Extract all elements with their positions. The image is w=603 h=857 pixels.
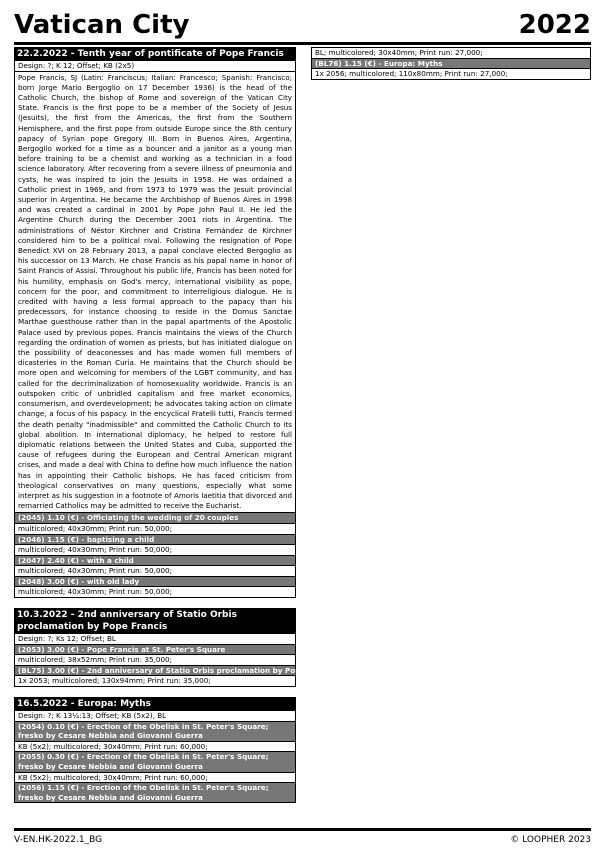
left-column bbox=[14, 47, 337, 803]
stamp-name: (2055) 0.30 (€) - Erection of the Obelisk in St. Peter's Square; fresko by Cesare Nebbia and Giovanni Guerra bbox=[14, 752, 296, 772]
footer-copyright: © LOOPHER 2023 bbox=[510, 835, 591, 845]
stamp-name: (2046) 1.15 (€) - baptising a child bbox=[14, 535, 296, 546]
stamp-detail: multicolored; 40x30mm; Print run: 50,000; bbox=[14, 545, 296, 556]
right-column bbox=[311, 47, 591, 80]
block-detail: 1x 2053; multicolored; 130x94mm; Print run: 35,000; bbox=[14, 676, 296, 687]
stamp-detail: KB (5x2); multicolored; 30x40mm; Print run: 60,000; bbox=[14, 773, 296, 784]
design-row: Design: ?; K 12; Offset; KB (2x5) bbox=[14, 61, 296, 72]
block-detail: 1x 2056; multicolored; 110x80mm; Print run: 27,000; bbox=[311, 69, 591, 80]
stamp-name: (2054) 0.10 (€) - Erection of the Obelisk in St. Peter's Square; fresko by Cesare Nebbia and Giovanni Guerra bbox=[14, 722, 296, 742]
design-row: Design: ?; K 13¼:13; Offset; KB (5x2), BL bbox=[14, 711, 296, 722]
block-name: (BL75) 3.00 (€) - 2nd anniversary of Statio Orbis proclamation by Pope Francis bbox=[14, 666, 296, 677]
country-title: Vatican City bbox=[14, 10, 190, 40]
stamp-detail: multicolored; 40x30mm; Print run: 50,000; bbox=[14, 524, 296, 535]
stamp-detail: BL; multicolored; 30x40mm; Print run: 27,000; bbox=[311, 47, 591, 59]
stamp-name: (2056) 1.15 (€) - Erection of the Obelisk in St. Peter's Square; fresko by Cesare Nebbia and Giovanni Guerra bbox=[14, 783, 296, 803]
design-row: Design: ?; Ks 12; Offset; BL bbox=[14, 634, 296, 645]
page-footer bbox=[14, 828, 591, 845]
stamp-detail: multicolored; 40x30mm; Print run: 50,000; bbox=[14, 587, 296, 598]
issue-title: 16.5.2022 - Europa: Myths bbox=[14, 697, 296, 711]
stamp-name: (2045) 1.10 (€) - Officiating the wedding of 20 couples bbox=[14, 513, 296, 524]
stamp-name: (2053) 3.00 (€) - Pope Francis at St. Peter's Square bbox=[14, 645, 296, 656]
biography-text: Pope Francis, SJ (Latin: Franciscus; Italian: Francesco; Spanish: Francisco; born Jorge Mario Bergoglio on 17 December 1936) is the head of the Catholic Church, the bishop of Rome and sovereign of the Vatican City State. Francis is the first pope to be a member of the Society of Jesus (Jesuits), the first from the Americas, the first from the Southern Hemisphere, and the first pope from outside Europe since the 8th century papacy of Syrian pope Gregory III. Born in Buenos Aires, Argentina, Bergoglio worked for a time as a bouncer and a janitor as a young man before training to be a chemist and working as a technician in a food science laboratory. After recovering from a severe illness of pneumonia and cysts, he was inspired to join the Jesuits in 1958. He was ordained a Catholic priest in 1969, and from 1973 to 1979 was the Jesuit provincial superior in Argentina. He became the Archbishop of Buenos Aires in 1998 and was created a cardinal in 2001 by Pope John Paul II. He led the Argentine Church during the December 2001 riots in Argentina. The administrations of Néstor Kirchner and Cristina Fernández de Kirchner considered him to be a political rival. Following the resignation of Pope Benedict XVI on 28 February 2013, a papal conclave elected Bergoglio as his successor on 13 March. He chose Francis as his papal name in honor of Saint Francis of Assisi. Throughout his public life, Francis has been noted for his humility, emphasis on God's mercy, international visibility as pope, concern for the poor, and commitment to interreligious dialogue. He is credited with having a less formal approach to the papacy than his predecessors, for instance choosing to reside in the Domus Sanctae Marthae guesthouse rather than in the papal apartments of the Apostolic Palace used by previous popes. Francis maintains the views of the Church regarding the ordination of women as priests, but has initiated dialogue on the possibility of deaconesses and has made women full members of dicasteries in the Roman Curia. He maintains that the Church should be more open and welcoming for members of the LGBT community, and has called for the decriminalization of homosexuality worldwide. Francis is an outspoken critic of unbridled capitalism and free market economics, consumerism, and overdevelopment; he advocates taking action on climate change, a focus of his papacy. In the encyclical Fratelli tutti, Francis termed the death penalty "inadmissible" and committed the Catholic Church to its global abolition. In international diplomacy, he helped to restore full diplomatic relations between the United States and Cuba, supported the cause of refugees during the European and Central American migrant crises, and made a deal with China to define how much influence the nation has in appointing their Catholic bishops. He has faced criticism from theological conservatives on many questions, especially what some interpret as his suggestion in a footnote of Amoris laetitia that divorced and remarried Catholics may be admitted to receive the Eucharist. bbox=[14, 72, 296, 514]
stamp-detail: KB (5x2); multicolored; 30x40mm; Print run: 60,000; bbox=[14, 742, 296, 753]
stamp-name: (2048) 3.00 (€) - with old lady bbox=[14, 577, 296, 588]
issue-title: 10.3.2022 - 2nd anniversary of Statio Orbis proclamation by Pope Francis bbox=[14, 608, 296, 634]
stamp-detail: multicolored; 40x30mm; Print run: 50,000; bbox=[14, 566, 296, 577]
block-name: (BL76) 1.15 (€) - Europa: Myths bbox=[311, 59, 591, 70]
stamp-name: (2047) 2.40 (€) - with a child bbox=[14, 556, 296, 567]
footer-code: V-EN.HK-2022.1_BG bbox=[14, 835, 103, 845]
issue-title: 22.2.2022 - Tenth year of pontificate of Pope Francis bbox=[14, 47, 296, 61]
stamp-detail: multicolored; 38x52mm; Print run: 35,000; bbox=[14, 655, 296, 666]
page-header bbox=[14, 8, 591, 45]
year-title: 2022 bbox=[518, 10, 591, 40]
